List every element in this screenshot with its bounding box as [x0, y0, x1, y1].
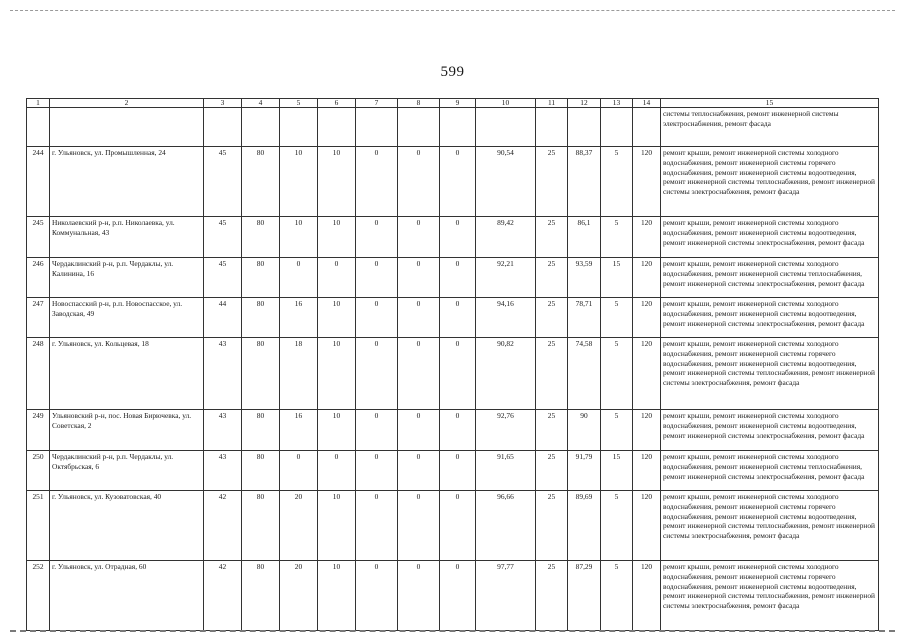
col13-cell: 5	[601, 410, 633, 451]
col6-cell: 0	[318, 258, 356, 298]
col4-cell: 80	[242, 491, 280, 561]
col7-cell: 0	[356, 298, 398, 338]
table-row	[27, 298, 879, 338]
column-header: 3	[204, 99, 242, 108]
col8-cell: 0	[398, 258, 440, 298]
col11-cell: 25	[536, 491, 568, 561]
col13-cell: 5	[601, 147, 633, 217]
col10-cell: 91,65	[476, 451, 536, 491]
works-cell: ремонт крыши, ремонт инженерной системы холодного водоснабжения, ремонт инженерной системы теплоснабжения, ремонт инженерной системы электроснабжения, ремонт фасада	[661, 258, 879, 298]
continued-works-cell: системы теплоснабжения, ремонт инженерной системы электроснабжения, ремонт фасада	[661, 108, 879, 147]
col6-cell: 10	[318, 491, 356, 561]
col11-cell: 25	[536, 338, 568, 410]
column-header: 1	[27, 99, 50, 108]
col5-cell: 20	[280, 491, 318, 561]
works-cell: ремонт крыши, ремонт инженерной системы холодного водоснабжения, ремонт инженерной системы горячего водоснабжения, ремонт инженерной системы водоотведения, ремонт инженерной системы теплоснабжения, ремонт инженерной системы электроснабжения, ремонт фасада	[661, 561, 879, 631]
column-header: 4	[242, 99, 280, 108]
col12-cell: 91,79	[568, 451, 601, 491]
column-header: 12	[568, 99, 601, 108]
col5-cell: 18	[280, 338, 318, 410]
works-cell: ремонт крыши, ремонт инженерной системы холодного водоснабжения, ремонт инженерной системы водоотведения, ремонт инженерной системы электроснабжения, ремонт фасада	[661, 410, 879, 451]
row-number-cell: 252	[27, 561, 50, 631]
column-header: 2	[50, 99, 204, 108]
table-row	[27, 217, 879, 258]
continuation-row	[27, 108, 879, 147]
col12-cell: 87,29	[568, 561, 601, 631]
col12-cell: 89,69	[568, 491, 601, 561]
col9-cell: 0	[440, 147, 476, 217]
column-header: 11	[536, 99, 568, 108]
col5-cell: 20	[280, 561, 318, 631]
col8-cell: 0	[398, 217, 440, 258]
row-number-cell: 245	[27, 217, 50, 258]
table-row	[27, 491, 879, 561]
col4-cell: 80	[242, 217, 280, 258]
col6-cell: 10	[318, 410, 356, 451]
col11-cell: 25	[536, 410, 568, 451]
col4-cell: 80	[242, 298, 280, 338]
col11-cell: 25	[536, 298, 568, 338]
col14-cell: 120	[633, 561, 661, 631]
column-header: 6	[318, 99, 356, 108]
col8-cell: 0	[398, 410, 440, 451]
col12-cell: 88,37	[568, 147, 601, 217]
col4-cell: 80	[242, 451, 280, 491]
col8-cell: 0	[398, 338, 440, 410]
col6-cell: 10	[318, 217, 356, 258]
col5-cell: 0	[280, 258, 318, 298]
works-cell: ремонт крыши, ремонт инженерной системы холодного водоснабжения, ремонт инженерной системы горячего водоснабжения, ремонт инженерной системы водоотведения, ремонт инженерной системы теплоснабжения, ремонт инженерной системы электроснабжения, ремонт фасада	[661, 338, 879, 410]
column-header: 8	[398, 99, 440, 108]
column-header: 15	[661, 99, 879, 108]
col6-cell: 10	[318, 338, 356, 410]
col6-cell: 10	[318, 147, 356, 217]
col3-cell: 43	[204, 410, 242, 451]
col9-cell: 0	[440, 298, 476, 338]
col3-cell: 43	[204, 451, 242, 491]
col14-cell: 120	[633, 147, 661, 217]
col10-cell: 96,66	[476, 491, 536, 561]
col13-cell: 5	[601, 298, 633, 338]
col3-cell: 45	[204, 258, 242, 298]
col14-cell: 120	[633, 491, 661, 561]
col5-cell: 10	[280, 147, 318, 217]
col5-cell: 10	[280, 217, 318, 258]
address-cell: г. Ульяновск, ул. Кузоватовская, 40	[50, 491, 204, 561]
address-cell: Новоспасский р-н, р.п. Новоспасское, ул. Заводская, 49	[50, 298, 204, 338]
col9-cell: 0	[440, 217, 476, 258]
row-number-cell: 244	[27, 147, 50, 217]
works-cell: ремонт крыши, ремонт инженерной системы холодного водоснабжения, ремонт инженерной системы горячего водоснабжения, ремонт инженерной системы водоотведения, ремонт инженерной системы теплоснабжения, ремонт инженерной системы электроснабжения, ремонт фасада	[661, 147, 879, 217]
address-cell: Чердаклинский р-н, р.п. Чердаклы, ул. Октябрьская, 6	[50, 451, 204, 491]
col10-cell: 89,42	[476, 217, 536, 258]
col5-cell: 0	[280, 451, 318, 491]
row-number-cell: 249	[27, 410, 50, 451]
col14-cell: 120	[633, 298, 661, 338]
col8-cell: 0	[398, 451, 440, 491]
col8-cell: 0	[398, 147, 440, 217]
col13-cell: 5	[601, 338, 633, 410]
row-number-cell: 251	[27, 491, 50, 561]
col12-cell: 78,71	[568, 298, 601, 338]
col4-cell: 80	[242, 147, 280, 217]
col9-cell: 0	[440, 561, 476, 631]
col11-cell: 25	[536, 217, 568, 258]
col13-cell: 5	[601, 217, 633, 258]
col3-cell: 43	[204, 338, 242, 410]
address-cell: Ульяновский р-н, пос. Новая Бирючевка, ул. Советская, 2	[50, 410, 204, 451]
col10-cell: 92,76	[476, 410, 536, 451]
col6-cell: 10	[318, 561, 356, 631]
col7-cell: 0	[356, 491, 398, 561]
row-number-cell: 250	[27, 451, 50, 491]
column-header: 10	[476, 99, 536, 108]
column-header: 5	[280, 99, 318, 108]
row-number-cell: 247	[27, 298, 50, 338]
table-row	[27, 410, 879, 451]
col10-cell: 97,77	[476, 561, 536, 631]
col14-cell: 120	[633, 338, 661, 410]
col3-cell: 42	[204, 561, 242, 631]
col10-cell: 92,21	[476, 258, 536, 298]
col13-cell: 15	[601, 451, 633, 491]
col7-cell: 0	[356, 410, 398, 451]
col10-cell: 90,54	[476, 147, 536, 217]
table-row	[27, 561, 879, 631]
works-cell: ремонт крыши, ремонт инженерной системы холодного водоснабжения, ремонт инженерной системы горячего водоснабжения, ремонт инженерной системы водоотведения, ремонт инженерной системы теплоснабжения, ремонт инженерной системы электроснабжения, ремонт фасада	[661, 491, 879, 561]
col7-cell: 0	[356, 338, 398, 410]
repair-program-table	[26, 98, 879, 631]
col3-cell: 44	[204, 298, 242, 338]
col11-cell: 25	[536, 451, 568, 491]
col12-cell: 86,1	[568, 217, 601, 258]
col4-cell: 80	[242, 258, 280, 298]
col6-cell: 10	[318, 298, 356, 338]
col9-cell: 0	[440, 491, 476, 561]
col13-cell: 15	[601, 258, 633, 298]
col14-cell: 120	[633, 410, 661, 451]
col14-cell: 120	[633, 451, 661, 491]
row-number-cell: 246	[27, 258, 50, 298]
col9-cell: 0	[440, 258, 476, 298]
col4-cell: 80	[242, 561, 280, 631]
col12-cell: 74,58	[568, 338, 601, 410]
column-header: 14	[633, 99, 661, 108]
col3-cell: 45	[204, 147, 242, 217]
col3-cell: 42	[204, 491, 242, 561]
table-row	[27, 147, 879, 217]
col13-cell: 5	[601, 491, 633, 561]
col14-cell: 120	[633, 258, 661, 298]
col11-cell: 25	[536, 147, 568, 217]
row-number-cell: 248	[27, 338, 50, 410]
col5-cell: 16	[280, 298, 318, 338]
column-header: 9	[440, 99, 476, 108]
col13-cell: 5	[601, 561, 633, 631]
works-cell: ремонт крыши, ремонт инженерной системы холодного водоснабжения, ремонт инженерной системы водоотведения, ремонт инженерной системы электроснабжения, ремонт фасада	[661, 298, 879, 338]
col4-cell: 80	[242, 338, 280, 410]
column-header: 7	[356, 99, 398, 108]
col10-cell: 94,16	[476, 298, 536, 338]
col5-cell: 16	[280, 410, 318, 451]
col14-cell: 120	[633, 217, 661, 258]
scan-edge-bottom	[10, 630, 895, 632]
table-row	[27, 338, 879, 410]
col4-cell: 80	[242, 410, 280, 451]
scan-edge-top	[10, 10, 895, 11]
column-header: 13	[601, 99, 633, 108]
address-cell: г. Ульяновск, ул. Кольцевая, 18	[50, 338, 204, 410]
col10-cell: 90,82	[476, 338, 536, 410]
col12-cell: 90	[568, 410, 601, 451]
col8-cell: 0	[398, 491, 440, 561]
page-number: 599	[440, 64, 465, 80]
col7-cell: 0	[356, 258, 398, 298]
col6-cell: 0	[318, 451, 356, 491]
column-number-row	[27, 99, 879, 108]
works-cell: ремонт крыши, ремонт инженерной системы холодного водоснабжения, ремонт инженерной системы теплоснабжения, ремонт инженерной системы электроснабжения, ремонт фасада	[661, 451, 879, 491]
col7-cell: 0	[356, 561, 398, 631]
address-cell: Чердаклинский р-н, р.п. Чердаклы, ул. Калинина, 16	[50, 258, 204, 298]
col12-cell: 93,59	[568, 258, 601, 298]
works-cell: ремонт крыши, ремонт инженерной системы холодного водоснабжения, ремонт инженерной системы водоотведения, ремонт инженерной системы электроснабжения, ремонт фасада	[661, 217, 879, 258]
col8-cell: 0	[398, 561, 440, 631]
col7-cell: 0	[356, 147, 398, 217]
col9-cell: 0	[440, 338, 476, 410]
address-cell: Николаевский р-н, р.п. Николаевка, ул. Коммунальная, 43	[50, 217, 204, 258]
col7-cell: 0	[356, 451, 398, 491]
table-row	[27, 451, 879, 491]
col3-cell: 45	[204, 217, 242, 258]
col11-cell: 25	[536, 561, 568, 631]
address-cell: г. Ульяновск, ул. Промышленная, 24	[50, 147, 204, 217]
col11-cell: 25	[536, 258, 568, 298]
col8-cell: 0	[398, 298, 440, 338]
table-row	[27, 258, 879, 298]
col9-cell: 0	[440, 410, 476, 451]
col7-cell: 0	[356, 217, 398, 258]
col9-cell: 0	[440, 451, 476, 491]
address-cell: г. Ульяновск, ул. Отрадная, 60	[50, 561, 204, 631]
